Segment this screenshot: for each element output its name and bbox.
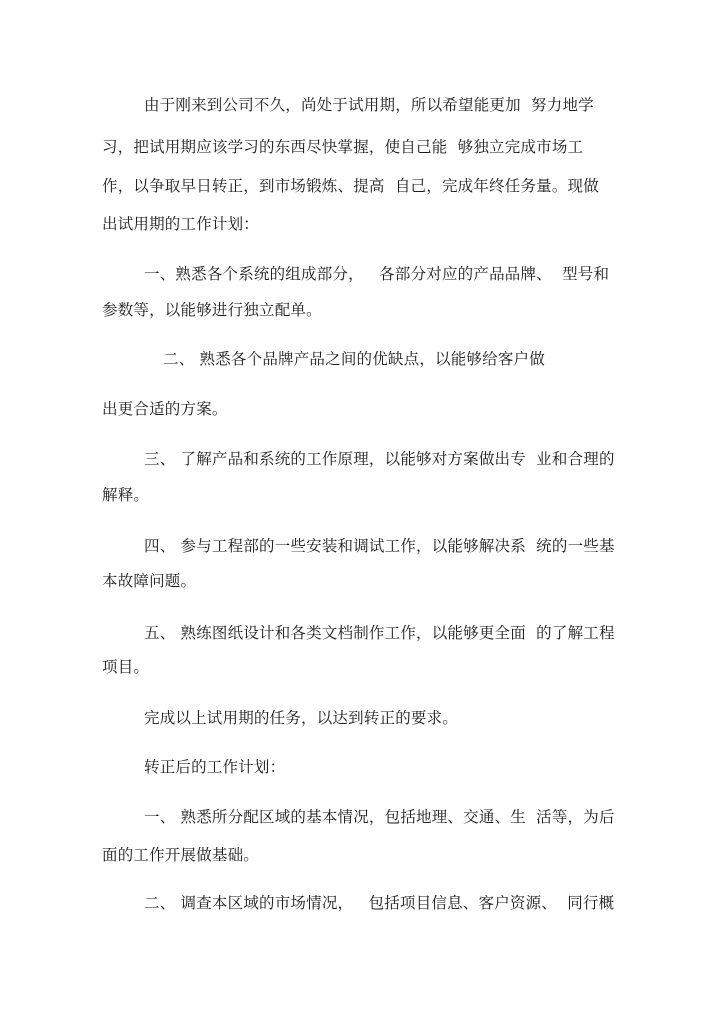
text-line: 转正后的工作计划：	[144, 758, 286, 776]
text-line: 作，以争取早日转正，到市场锻炼、提高 自己，完成年终任务量。现做	[102, 177, 599, 195]
text-line: 三、 了解产品和系统的工作原理，以能够对方案做出专 业和合理的	[144, 450, 615, 468]
text-line: 项目。	[102, 658, 150, 676]
text-line: 习，把试用期应该学习的东西尽快掌握，使自己能 够独立完成市场工	[102, 138, 584, 156]
text-line: 四、 参与工程部的一些安装和调试工作，以能够解决系 统的一些基	[144, 537, 615, 555]
text-line: 出更合适的方案。	[102, 400, 228, 418]
text-line: 二、 熟悉各个品牌产品之间的优缺点，以能够给客户做	[163, 350, 545, 368]
text-line: 本故障问题。	[102, 572, 197, 590]
text-line: 完成以上试用期的任务，以达到转正的要求。	[144, 709, 459, 727]
text-line: 由于刚来到公司不久，尚处于试用期，所以希望能更加 努力地学	[144, 96, 594, 114]
text-line: 面的工作开展做基础。	[102, 846, 260, 864]
text-line: 五、 熟练图纸设计和各类文档制作工作，以能够更全面 的了解工程	[144, 624, 615, 642]
text-line: 解释。	[102, 486, 150, 504]
text-line: 出试用期的工作计划：	[102, 215, 260, 233]
text-line: 一、熟悉各个系统的组成部分， 各部分对应的产品品牌、 型号和	[144, 265, 610, 283]
text-line: 一、 熟悉所分配区域的基本情况，包括地理、交通、生 活等，为后	[144, 808, 615, 826]
text-line: 参数等，以能够进行独立配单。	[102, 301, 322, 319]
text-line: 二、 调查本区域的市场情况， 包括项目信息、客户资源、 同行概	[144, 894, 615, 912]
